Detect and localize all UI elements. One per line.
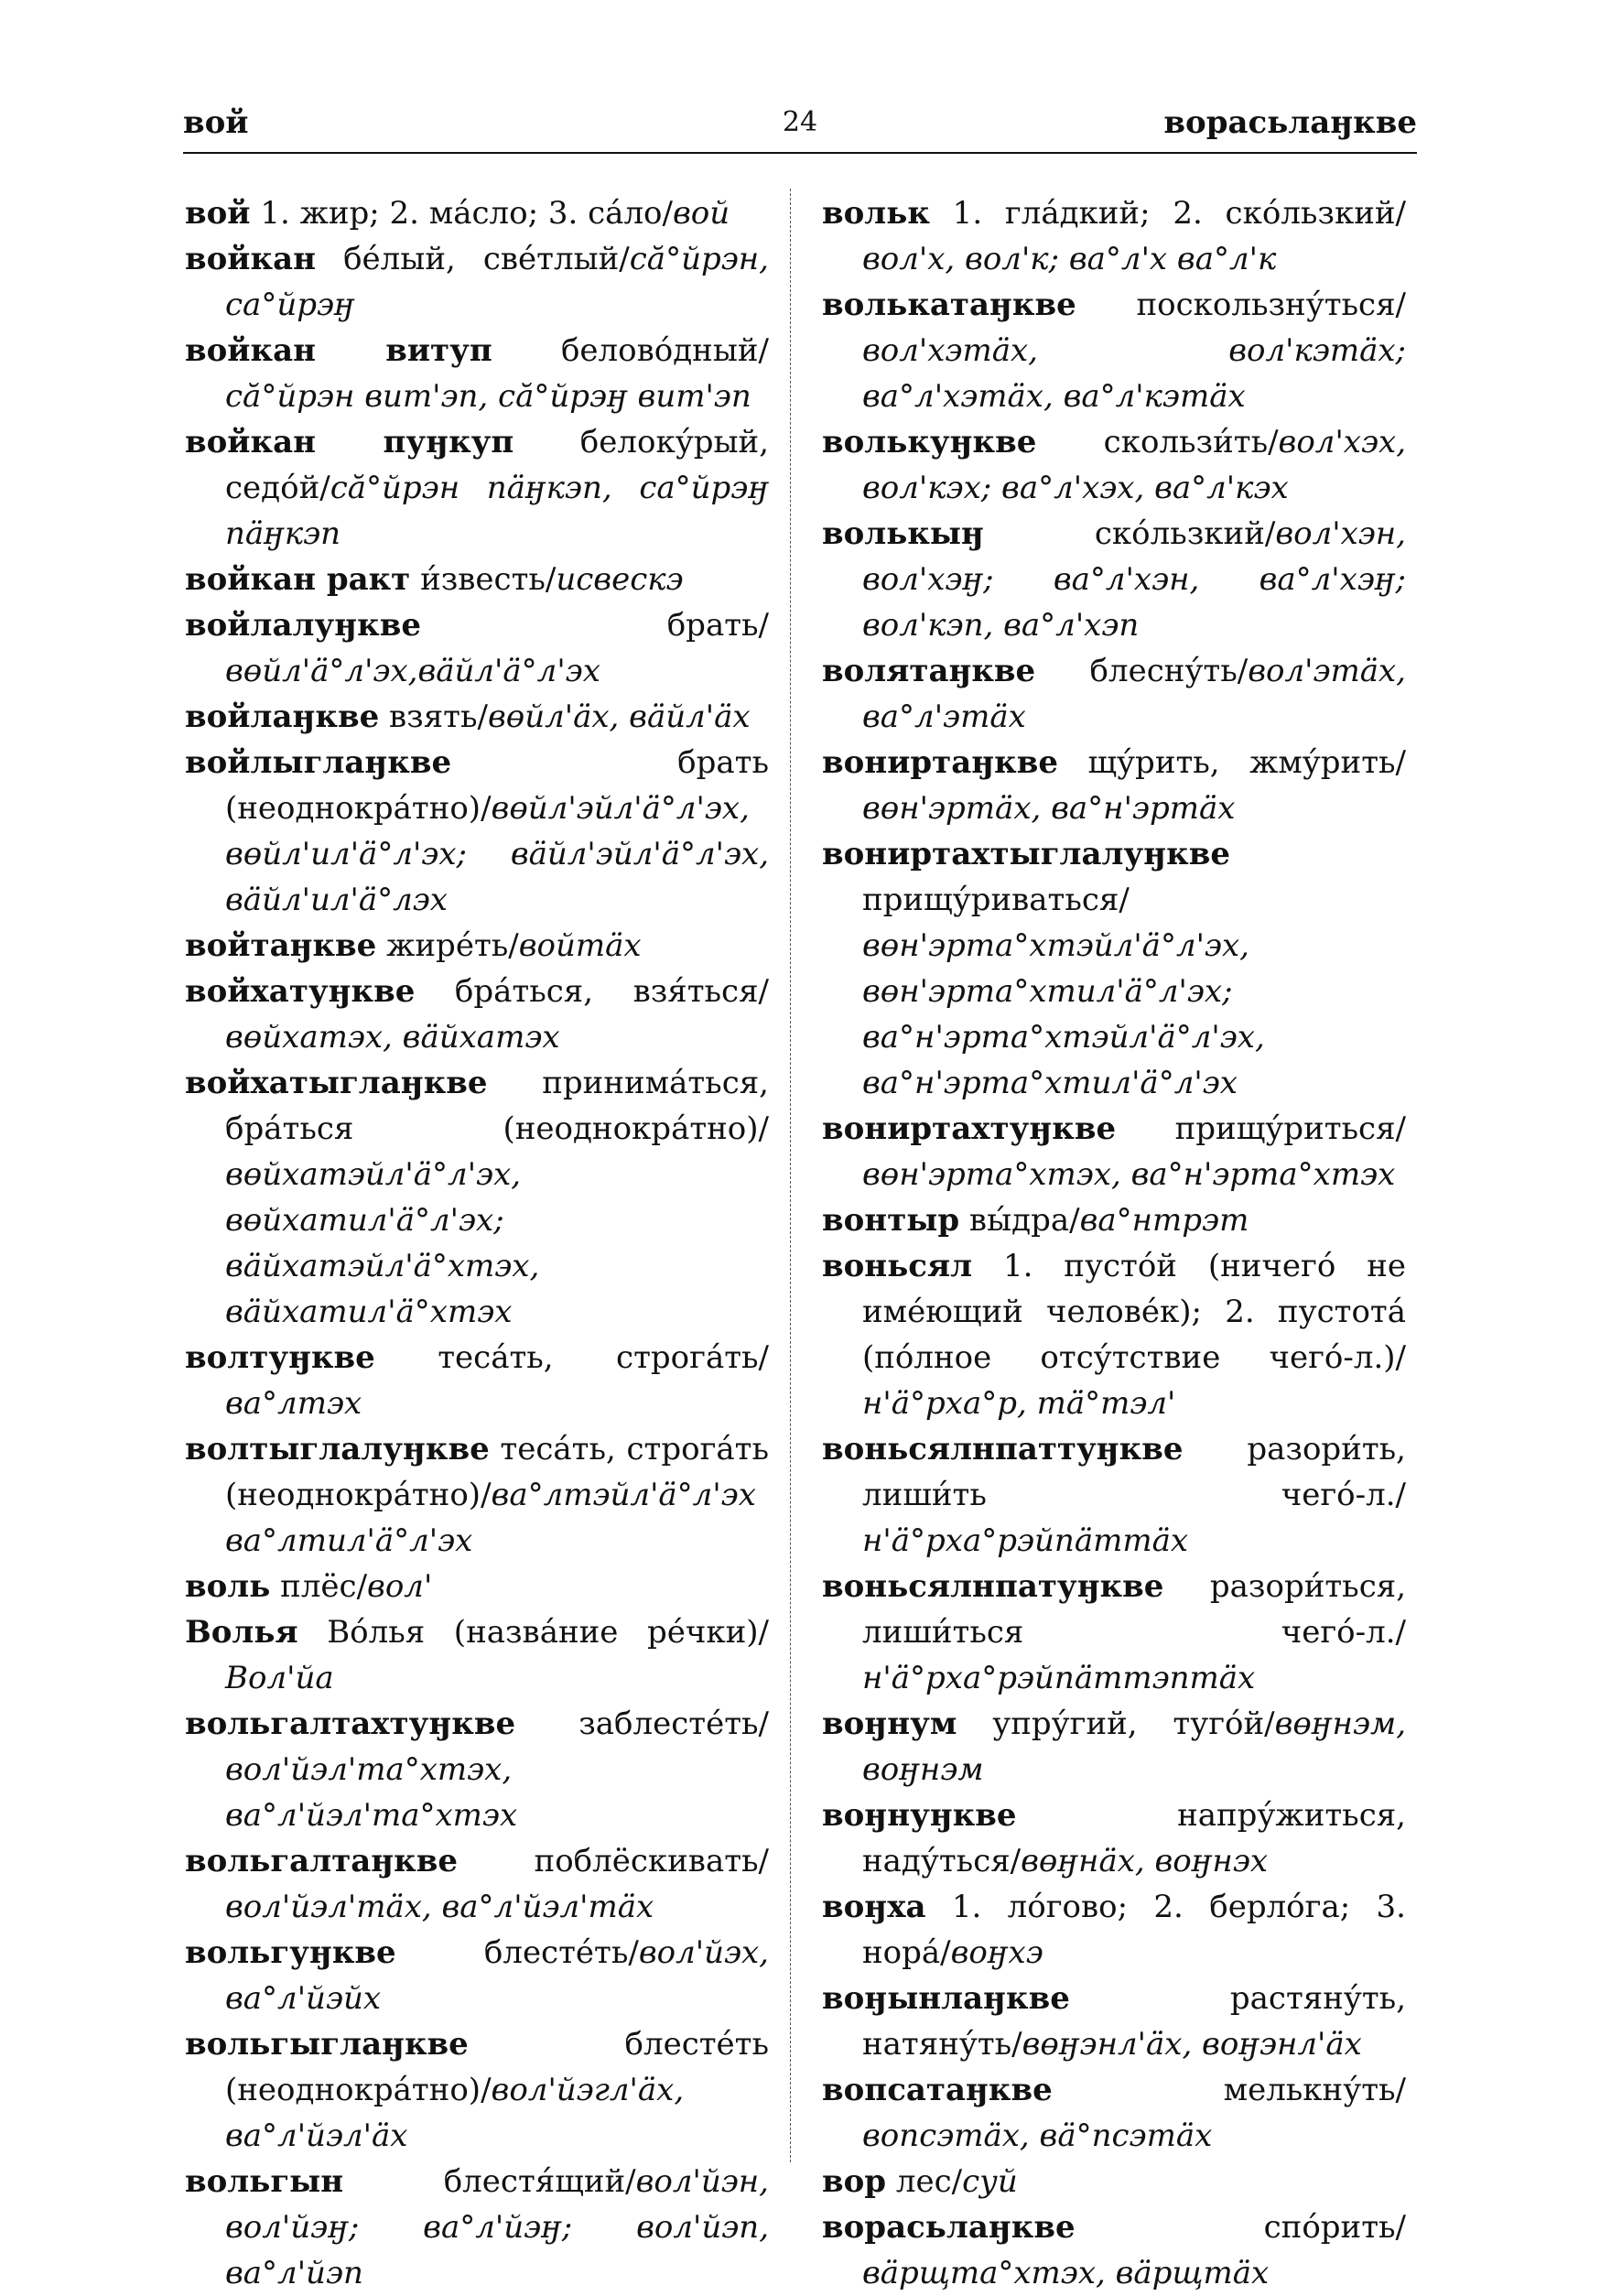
right-column [822,190,1406,2296]
transliteration: вӓрщта°хтэх, вӓрщтӓх [862,2255,1270,2291]
headword: войлыглаӈкве [185,744,452,781]
headword: вольгын [185,2163,344,2200]
dictionary-entry [822,1197,1406,1243]
headword: вольгуӈкве [185,1934,396,1971]
russian-gloss: растяну́ть, натяну́ть/ [862,1980,1406,2063]
page-number: 24 [782,106,818,138]
dictionary-entry [822,511,1406,648]
russian-gloss: 1. жир; 2. ма́сло; 3. са́ло/ [250,195,673,232]
dictionary-entry [185,1335,769,1426]
dictionary-entry [185,2159,769,2296]
dictionary-entry [185,2021,769,2159]
dictionary-entry [185,190,769,236]
running-head-last-entry: ворасьлаӈкве [1163,104,1417,141]
transliteration: н'ӓ°рха°рэйпӓттӓх [862,1522,1189,1559]
headword: воньсялнпаттуӈкве [822,1431,1184,1467]
transliteration: вол'этӓх, ва°л'этӓх [862,653,1406,735]
russian-gloss: поблёскивать/ [457,1843,769,1879]
transliteration: вөйхатэйл'ӓ°л'эх, вөйхатил'ӓ°л'эх; вӓйхатэйл'ӓ°хтэх, вӓйхатил'ӓ°хтэх [225,1156,540,1330]
russian-gloss: белово́дный/ [492,332,769,369]
headword: воӈынлаӈкве [822,1980,1070,2017]
dictionary-entry [185,923,769,969]
transliteration: Вол'йа [225,1660,334,1696]
transliteration: н'ӓ°рха°рэйпӓттэптӓх [862,1660,1256,1696]
transliteration: вөӈэнл'ӓх, воӈэнл'ӓх [1022,2026,1362,2063]
transliteration: вол'йэл'та°хтэх, ва°л'йэл'та°хтэх [225,1751,518,1834]
transliteration: вөн'эртӓх, ва°н'эртӓх [862,790,1236,827]
transliteration: сӑ°йрэн вит'эп, сӑ°йрэӈ вит'эп [225,378,751,415]
headword: войлалуӈкве [185,607,421,644]
russian-gloss: мелькну́ть/ [1052,2072,1406,2108]
transliteration: вол'хэх, вол'кэх; ва°л'хэх, ва°л'кэх [862,424,1406,506]
russian-gloss: 1. пусто́й (ничего́ не име́ющий челове́к); 2. пустота́ (по́лное отсу́тствие чего́-л.)/ [862,1248,1406,1376]
headword: войкан витуп [185,332,492,369]
dictionary-entry [822,282,1406,419]
russian-gloss: вы́дра/ [959,1202,1080,1239]
russian-gloss: брать/ [420,607,769,644]
transliteration: вол'йэгл'ӓх, ва°л'йэл'ӓх [225,2072,685,2154]
russian-gloss: 1. гла́дкий; 2. ско́льзкий/ [929,195,1406,232]
headword: вонтыр [822,1202,960,1239]
russian-gloss: плёс/ [270,1568,368,1605]
dictionary-entry [185,602,769,694]
headword: войхатыглаӈкве [185,1065,488,1101]
headword: ворасьлаӈкве [822,2209,1076,2246]
dictionary-entry [185,1564,769,1609]
transliteration: сӑ°йрэн пӓӈкэп, са°йрэӈ пӓӈкэп [225,470,769,552]
dictionary-entry [822,831,1406,1106]
headword: волятаӈкве [822,653,1036,689]
headword: вониртахтыглалуӈкве [822,836,1230,872]
dictionary-entry [822,2067,1406,2159]
dictionary-entry [185,740,769,923]
headword: вой [185,195,251,232]
transliteration: вол'йэх, ва°л'йэйх [225,1934,769,2017]
left-column [185,190,769,2296]
transliteration: н'ӓ°рха°р, тӓ°тэл' [862,1385,1176,1422]
dictionary-entry [185,1060,769,1335]
russian-gloss: ско́льзкий/ [983,515,1276,552]
russian-gloss: теса́ть, строга́ть/ [374,1339,769,1376]
dictionary-entry [822,1106,1406,1197]
russian-gloss: щу́рить, жму́рить/ [1057,744,1406,781]
headword: воль [185,1568,271,1605]
dictionary-entry [822,1426,1406,1564]
transliteration: вөйл'эйл'ӓ°л'эх, вөйл'ил'ӓ°л'эх; вӓйл'эйл'ӓ°л'эх, вӓйл'ил'ӓ°лэх [225,790,769,918]
transliteration: вопсэтӓх, вӓ°псэтӓх [862,2117,1213,2154]
russian-gloss: разори́ться, лиши́ться чего́-л./ [862,1568,1406,1651]
russian-gloss: блесте́ть (неоднокра́тно)/ [225,2026,769,2108]
russian-gloss: поскользну́ться/ [1076,287,1406,323]
headword: Волья [185,1614,298,1651]
dictionary-entry [185,328,769,419]
dictionary-entry [822,2204,1406,2296]
dictionary-entry [822,740,1406,831]
dictionary-entry [185,1426,769,1564]
dictionary-entry [185,694,769,740]
russian-gloss: теса́ть, строга́ть (неоднокра́тно)/ [225,1431,769,1513]
headword: войлаӈкве [185,699,380,735]
russian-gloss: лес/ [886,2163,963,2200]
dictionary-entry [822,1976,1406,2067]
russian-gloss: прищу́риваться/ [862,882,1130,918]
transliteration: ва°лтэйл'ӓ°л'эх ва°лтил'ӓ°л'эх [225,1477,756,1559]
transliteration: вол' [367,1568,433,1605]
russian-gloss: скользи́ть/ [1036,424,1279,460]
headword: волькыӈ [822,515,984,552]
header-rule [183,152,1417,154]
transliteration: вол'хэн, вол'хэӈ; ва°л'хэн, ва°л'хэӈ; вол'кэп, ва°л'хэп [862,515,1406,644]
russian-gloss: и́звесть/ [410,561,557,598]
russian-gloss: напру́житься, наду́ться/ [862,1797,1406,1879]
headword: войкан пуӈкуп [185,424,514,460]
dictionary-entry [185,557,769,602]
russian-gloss: принима́ться, бра́ться (неоднокра́тно)/ [225,1065,769,1147]
headword: волькуӈкве [822,424,1037,460]
transliteration: ва°лтэх [225,1385,362,1422]
transliteration: вой [672,195,730,232]
headword: вониртаӈкве [822,744,1058,781]
headword: воньсялнпатуӈкве [822,1568,1164,1605]
dictionary-entry [185,236,769,328]
transliteration: вөн'эрта°хтэйл'ӓ°л'эх, вөн'эрта°хтил'ӓ°л'эх; ва°н'эрта°хтэйл'ӓ°л'эх, ва°н'эрта°хтил'ӓ°л'эх [862,927,1265,1101]
headword: воӈнуӈкве [822,1797,1017,1834]
transliteration: вол'йэн, вол'йэӈ; ва°л'йэӈ; вол'йэп, ва°л'йэп [225,2163,769,2291]
dictionary-entry [185,1609,769,1701]
russian-gloss: бе́лый, све́тлый/ [316,241,630,277]
russian-gloss: 1. ло́гово; 2. берло́га; 3. нора́/ [862,1889,1406,1971]
russian-gloss: жире́ть/ [376,927,519,964]
transliteration: вөӈнэм, воӈнэм [862,1706,1406,1788]
headword: вольк [822,195,930,232]
russian-gloss: блестя́щий/ [343,2163,636,2200]
dictionary-entry [185,969,769,1060]
transliteration: воӈхэ [950,1934,1043,1971]
russian-gloss: прищу́риться/ [1116,1110,1406,1147]
dictionary-entry [822,1701,1406,1792]
headword: воӈнум [822,1706,957,1742]
headword: войтаӈкве [185,927,377,964]
dictionary-entry [822,1884,1406,1976]
headword: войкан ракт [185,561,411,598]
dictionary-entry [822,2159,1406,2204]
russian-gloss: бра́ться, взя́ться/ [415,973,769,1010]
russian-gloss: блесте́ть/ [395,1934,639,1971]
headword: волтыглалуӈкве [185,1431,490,1467]
dictionary-entry [822,1243,1406,1426]
dictionary-entry [822,648,1406,740]
russian-gloss: упру́гий, туго́й/ [957,1706,1275,1742]
transliteration: вөйл'ӓ°л'эх,вӓйл'ӓ°л'эх [225,653,600,689]
running-head [183,95,1417,150]
headword: вопсатаӈкве [822,2072,1053,2108]
transliteration: вөйхатэх, вӓйхатэх [225,1019,560,1056]
headword: войкан [185,241,316,277]
transliteration: исвескэ [556,561,684,598]
transliteration: вөйл'ӓх, вӓйл'ӓх [487,699,751,735]
russian-gloss: разори́ть, лиши́ть чего́-л./ [862,1431,1406,1513]
dictionary-entry [185,1701,769,1838]
headword: вониртахтуӈкве [822,1110,1117,1147]
headword: вор [822,2163,887,2200]
russian-gloss: белоку́рый, седо́й/ [225,424,769,506]
russian-gloss: брать (неоднокра́тно)/ [225,744,769,827]
transliteration: войтӓх [518,927,642,964]
headword: волькатаӈкве [822,287,1076,323]
headword: вольгалтахтуӈкве [185,1706,516,1742]
dictionary-entry [185,1838,769,1930]
headword: воньсял [822,1248,973,1284]
russian-gloss: спо́рить/ [1075,2209,1406,2246]
transliteration: вөн'эрта°хтэх, ва°н'эрта°хтэх [862,1156,1396,1193]
headword: вольгыглаӈкве [185,2026,469,2063]
headword: волтуӈкве [185,1339,375,1376]
transliteration: ва°нтрэт [1079,1202,1249,1239]
dictionary-entry [185,419,769,557]
dictionary-entry [822,1792,1406,1884]
transliteration: суй [962,2163,1018,2200]
transliteration: вол'х, вол'к; ва°л'х ва°л'к [862,241,1277,277]
dictionary-entry [822,190,1406,282]
russian-gloss: взять/ [379,699,488,735]
running-head-first-entry: вой [183,104,249,141]
dictionary-entry [822,1564,1406,1701]
russian-gloss: заблесте́ть/ [515,1706,769,1742]
russian-gloss: блесну́ть/ [1035,653,1249,689]
headword: воӈха [822,1889,926,1925]
column-divider [790,189,791,2162]
dictionary-entry [822,419,1406,511]
transliteration: сӑ°йрэн, са°йрэӈ [225,241,769,323]
dictionary-entry [185,1930,769,2021]
headword: войхатуӈкве [185,973,416,1010]
transliteration: вол'йэл'тӓх, ва°л'йэл'тӓх [225,1889,654,1925]
transliteration: вөӈнӓх, воӈнэх [1021,1843,1269,1879]
russian-gloss: Во́лья (назва́ние ре́чки)/ [297,1614,769,1651]
transliteration: вол'хэтӓх, вол'кэтӓх; ва°л'хэтӓх, ва°л'кэтӓх [862,332,1406,415]
headword: вольгалтаӈкве [185,1843,458,1879]
